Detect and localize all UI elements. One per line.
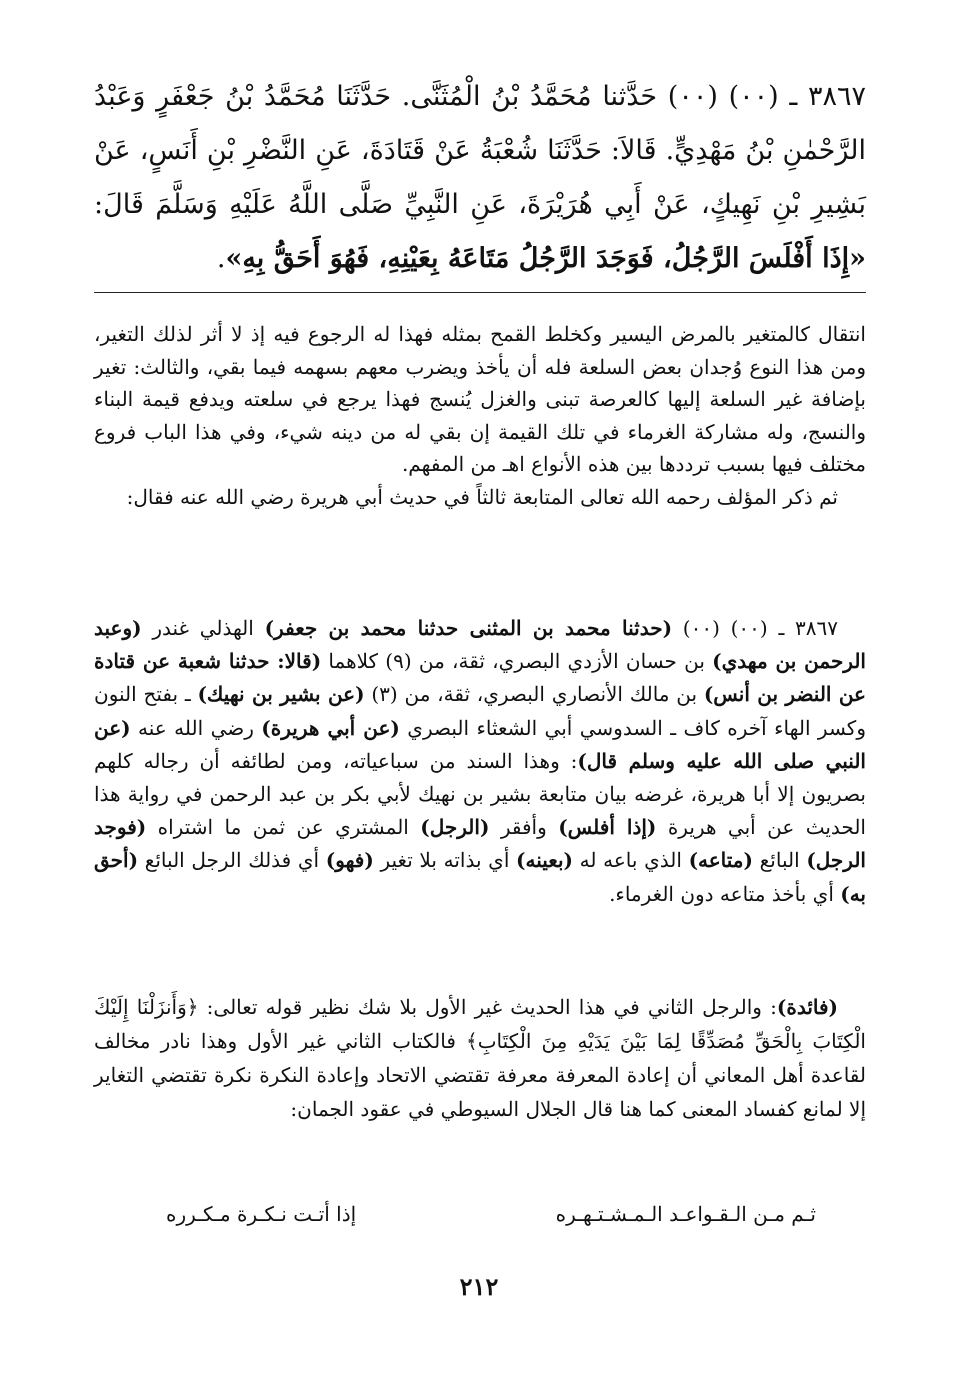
explanation-text: بن مالك الأنصاري البصري، ثقة، من (٣) — [364, 682, 704, 707]
explanation-text: وأفقر — [489, 815, 559, 840]
verse-second-hemistich: إذا أتـت نـكـرة مـكـرره — [166, 1202, 357, 1226]
explanation-text: البائع — [753, 848, 807, 873]
quran-verse: ﴿وَأَنزَلْنَا إِلَيْكَ الْكِتَابَ بِالْحَقِّ مُصَدِّقًا لِمَا بَيْنَ يَدَيْهِ مِنَ الْكِتَابِ﴾ — [94, 995, 866, 1053]
hadith-end: . — [216, 243, 226, 274]
benefit-note — [94, 990, 866, 1126]
poetry-verse — [94, 1202, 866, 1242]
commentary-continued — [94, 318, 866, 513]
explanation-text: بن حسان الأزدي البصري، ثقة، من (٩) كلاهما — [321, 649, 713, 674]
quoted-narrators: (حدثنا محمد بن المثنى حدثنا محمد بن جعفر) — [264, 616, 673, 640]
quoted-word: (إذا أفلس) — [558, 815, 657, 840]
explanation-text: أي بأخذ متاعه دون الغرماء. — [609, 881, 841, 906]
hadith-isnad: ٣٨٦٧ ـ (٠٠) (٠٠) حَدَّثنا مُحَمَّدُ بْنُ الْمُثَنَّى. حَدَّثَنَا مُحَمَّدُ بْنُ جَعْفَرٍ وَعَبْدُ الرَّحْمٰنِ بْنُ مَهْدِيٍّ. قَالاَ: حَدَّثَنَا شُعْبَةُ عَنْ قَتَادَةَ، عَنِ النَّضْرِ بْنِ أَنَسٍ، عَنْ بَشِيرِ بْنِ نَهِيكٍ، عَنْ أَبِي هُرَيْرَةَ، عَنِ النَّبِيِّ صَلَّى اللَّهُ عَلَيْهِ وَسَلَّمَ قَالَ: — [94, 81, 866, 220]
verse-first-hemistich: ثـم مـن الـقـواعـد الـمـشـتـهـره — [555, 1202, 816, 1226]
page-number: ٢١٢ — [459, 1272, 499, 1301]
explanation-text: ـ بفتح النون وكسر الهاء آخره كاف ـ السدوسي أبي الشعثاء البصري — [94, 682, 866, 740]
explanation-paragraph — [94, 612, 866, 911]
explanation-text: المشتري عن ثمن ما اشتراه — [146, 815, 421, 840]
quoted-word: (بعينه) — [516, 848, 573, 873]
quoted-narrator: (وعبد الرحمن بن مهدي) — [94, 616, 866, 674]
explanation-text: رضي الله عنه — [130, 715, 262, 740]
quoted-narrator: (عن أبي هريرة) — [261, 715, 400, 740]
quoted-narrators: (قالا: حدثنا شعبة عن قتادة عن النضر بن أنس) — [94, 649, 866, 707]
hadith-explanation — [94, 612, 866, 911]
explanation-text: أي بذاته بلا تغير — [373, 848, 517, 873]
quoted-text: (عن النبي صلى الله عليه وسلم قال) — [94, 715, 866, 773]
explanation-text: الذي باعه له — [572, 848, 689, 873]
quoted-word: (متاعه) — [688, 848, 753, 873]
explanation-text: أي فذلك الرجل البائع — [138, 848, 326, 873]
footnote-separator — [94, 292, 866, 293]
benefit-paragraph — [94, 990, 866, 1126]
benefit-label: (فائدة) — [776, 995, 838, 1019]
explanation-text: : وهذا السند من سباعياته، ومن لطائفه أن رجاله كلهم بصريون إلا أبا هريرة، غرضه بيان متابعة بشير بن نهيك لأبي بكر بن عبد الرحمن في رواية هذا الحديث عن أبي هريرة — [94, 748, 866, 840]
benefit-text: فالكتاب الثاني غير الأول وهذا نادر مخالف لقاعدة أهل المعاني أن إعادة المعرفة معرفة تقتضي الاتحاد وإعادة النكرة نكرة تقتضي التغاير إلا لمانع كفساد المعنى كما هنا قال الجلال السيوطي في عقود الجمان: — [94, 1029, 866, 1121]
explanation-text: الهذلي غندر — [141, 616, 265, 640]
hadith-matn: «إِذَا أَفْلَسَ الرَّجُلُ، فَوَجَدَ الرَّجُلُ مَتَاعَهُ بِعَيْنِهِ، فَهُوَ أَحَقُّ بِهِ» — [225, 243, 866, 274]
quoted-word: (الرجل) — [420, 815, 490, 840]
quoted-word: (فهو) — [325, 848, 374, 873]
quoted-narrator: (عن بشير بن نهيك) — [197, 682, 365, 707]
quoted-word: (أحق به) — [94, 848, 866, 906]
benefit-text: : والرجل الثاني في هذا الحديث غير الأول بلا شك نظير قوله تعالى: — [198, 995, 777, 1019]
hadith-number: ٣٨٦٧ ـ (٠٠) (٠٠) — [672, 616, 838, 640]
quoted-word: (فوجد الرجل) — [94, 815, 866, 873]
hadith-text — [94, 70, 866, 286]
commentary-paragraph: انتقال كالمتغير بالمرض اليسير وكخلط القمح بمثله فهذا له الرجوع فيه إذ لا أثر لذلك التغير، ومن هذا النوع وُجدان بعض السلعة فله أن يأخذ ويضرب معهم بسهمه فيما بقي، والثالث: تغير بإضافة غير السلعة إليها كالعرصة تبنى والغزل يُنسج فهذا يرجع في سلعته ويدفع قيمة البناء والنسج، وله مشاركة الغرماء في تلك القيمة إن بقي له من دينه شيء، وفي هذا الباب فروع مختلف فيها بسبب ترددها بين هذه الأنواع اهـ من المفهم. — [94, 322, 866, 476]
commentary-intro: ثم ذكر المؤلف رحمه الله تعالى المتابعة ثالثاً في حديث أبي هريرة رضي الله عنه فقال: — [126, 484, 838, 509]
